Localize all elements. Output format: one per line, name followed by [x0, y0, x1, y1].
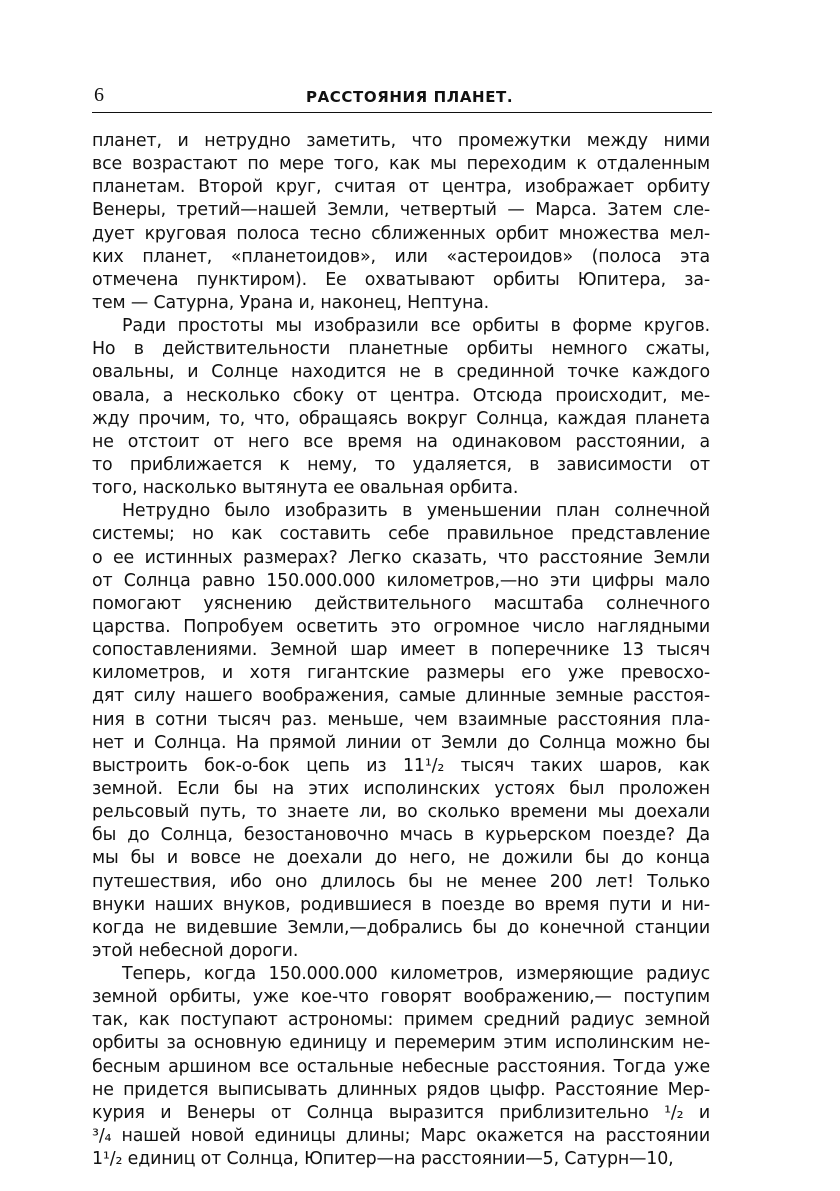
text-line: дует круговая полоса тесно сближенных орбит множества мел-	[92, 223, 710, 244]
text-line: нет и Солнца. На прямой линии от Земли до Солнца можно бы	[92, 732, 710, 753]
text-line: сопоставлениями. Земной шар имеет в поперечнике 13 тысяч	[92, 640, 710, 661]
text-line: о ее истинных размерах? Легко сказать, что расстояние Земли	[92, 547, 710, 568]
text-line: царства. Попробуем осветить это огромное число наглядными	[92, 616, 710, 637]
text-line: овальны, и Солнце находится не в срединной точке каждого	[92, 362, 710, 383]
paragraph	[92, 500, 710, 963]
text-line: не отстоит от него все время на одинаковом расстоянии, а	[92, 431, 710, 452]
text-line: то приближается к нему, то удаляется, в зависимости от	[92, 454, 710, 475]
text-line: планетам. Второй круг, считая от центра, изображает орбиту	[92, 177, 710, 198]
body-text	[92, 130, 710, 1171]
page-header	[92, 84, 712, 113]
text-line: Теперь, когда 150.000.000 километров, измеряющие радиус	[122, 964, 710, 985]
text-line: этой небесной дороги.	[92, 940, 299, 961]
text-line: ких планет, «планетоидов», или «астероидов» (полоса эта	[92, 246, 710, 267]
page-number: 6	[94, 84, 104, 106]
text-line: Нетрудно было изобразить в уменьшении план солнечной	[122, 501, 710, 522]
text-line: системы; но как составить себе правильное представление	[92, 524, 710, 545]
text-line: от Солнца равно 150.000.000 километров,—но эти цифры мало	[92, 570, 710, 591]
text-line: отмечена пунктиром). Ее охватывают орбиты Юпитера, за-	[92, 269, 710, 290]
running-head: РАССТОЯНИЯ ПЛАНЕТ.	[306, 88, 514, 106]
text-line: овала, а несколько сбоку от центра. Отсюда происходит, ме-	[92, 385, 710, 406]
text-line: не придется выписывать длинных рядов цыфр. Расстояние Мер-	[92, 1079, 710, 1100]
text-line: планет, и нетрудно заметить, что промежутки между ними	[92, 131, 710, 151]
text-line: бы до Солнца, безостановочно мчась в курьерском поезде? Да	[92, 825, 710, 846]
text-line: путешествия, ибо оно длилось бы не менее 200 лет! Только	[92, 871, 710, 892]
text-line: мы бы и вовсе не доехали до него, не дожили бы до конца	[92, 848, 710, 869]
text-line: все возрастают по мере того, как мы переходим к отдаленным	[92, 154, 710, 175]
paragraph	[92, 315, 710, 500]
text-line: Венеры, третий—нашей Земли, четвертый — Марса. Затем сле-	[92, 200, 710, 221]
text-line: ³/₄ нашей новой единицы длины; Марс окажется на расстоянии	[92, 1126, 710, 1147]
text-line: так, как поступают астрономы: примем средний радиус земной	[92, 1010, 710, 1031]
paragraph	[92, 963, 710, 1171]
text-line: курия и Венеры от Солнца выразится приблизительно ¹/₂ и	[92, 1102, 710, 1123]
text-line: рельсовый путь, то знаете ли, во сколько времени мы доехали	[92, 802, 710, 823]
text-line: 1¹/₂ единиц от Солнца, Юпитер—на расстоянии—5, Сатурн—10,	[92, 1149, 674, 1170]
text-line: внуки наших внуков, родившиеся в поезде во время пути и ни-	[92, 894, 710, 915]
text-line: выстроить бок-о-бок цепь из 11¹/₂ тысяч таких шаров, как	[92, 755, 710, 776]
text-line: дят силу нашего воображения, самые длинные земные расстоя-	[92, 686, 710, 707]
text-line: земной орбиты, уже кое-что говорят воображению,— поступим	[92, 987, 710, 1008]
text-line: когда не видевшие Земли,—добрались бы до конечной станции	[92, 917, 710, 938]
text-line: тем — Сатурна, Урана и, наконец, Нептуна.	[92, 292, 490, 313]
text-line: ния в сотни тысяч раз. меньше, чем взаимные расстояния пла-	[92, 709, 710, 730]
text-line: Ради простоты мы изобразили все орбиты в форме кругов.	[122, 316, 710, 337]
text-line: орбиты за основную единицу и перемерим этим исполинским не-	[92, 1033, 710, 1054]
paragraph	[92, 130, 710, 315]
text-line: Но в действительности планетные орбиты немного сжаты,	[92, 339, 710, 360]
text-line: жду прочим, то, что, обращаясь вокруг Солнца, каждая планета	[92, 408, 710, 429]
text-line: километров, и хотя гигантские размеры его уже превосхо-	[92, 663, 710, 684]
text-line: земной. Если бы на этих исполинских устоях был проложен	[92, 778, 710, 799]
text-line: помогают уяснению действительного масштаба солнечного	[92, 593, 710, 614]
text-line: бесным аршином все остальные небесные расстояния. Тогда уже	[92, 1056, 710, 1077]
text-line: того, насколько вытянута ее овальная орбита.	[92, 478, 519, 499]
